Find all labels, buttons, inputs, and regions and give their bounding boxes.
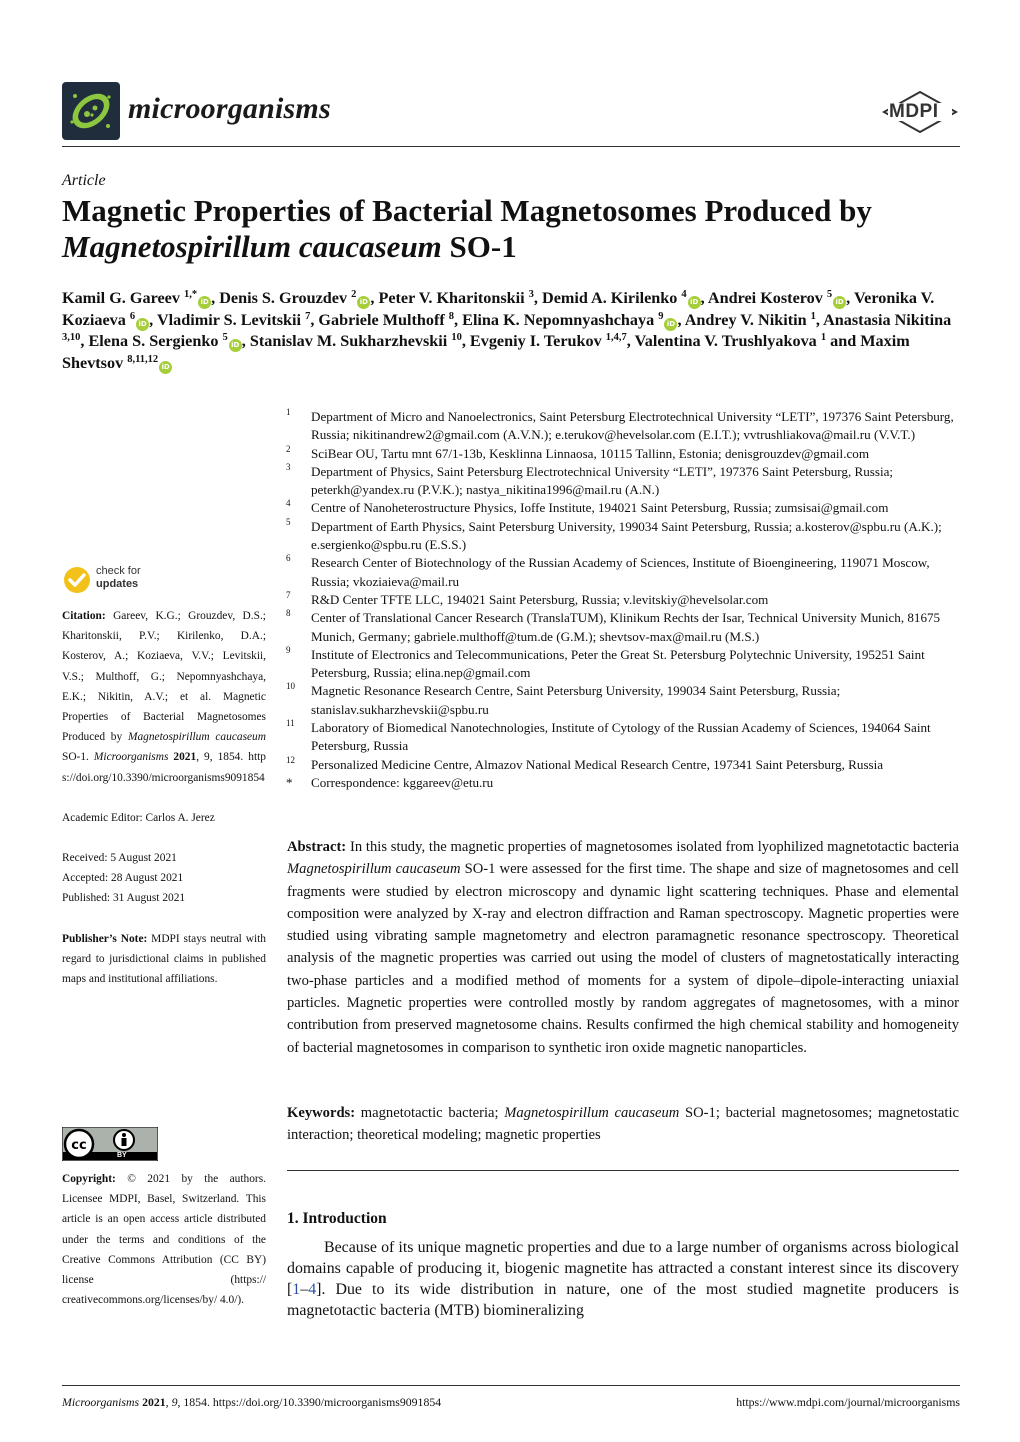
affiliation-text: Center of Translational Cancer Research (TranslaTUM), Klinikum Rechts der Isar, Technical University Munich, 81675 Munich, Germany; gabriele.multhoff@tum.de (G.M.); shevtsov-max@mail.ru (M.S.) [311,610,941,644]
author-name: Andrei Kosterov [707,289,823,307]
article-type-label: Article [62,172,106,189]
keywords [287,1102,959,1147]
citation-doi-link[interactable]: https://doi.org/10.3390/microorganisms9091854 [62,751,266,784]
footer-journal-url[interactable]: https://www.mdpi.com/journal/microorganisms [736,1395,960,1409]
section-heading-introduction: 1. Introduction [287,1210,387,1227]
author-affiliation-sup: 2 [351,289,357,300]
affiliation-text: Research Center of Biotechnology of the Russian Academy of Sciences, Institute of Bioengineering, 119071 Moscow, Russia; vkoziaieva@mail.ru [311,555,930,589]
publisher-note-text: MDPI stays neutral with regard to jurisdictional claims in published maps and institutional affiliations. [62,932,266,986]
affiliation-text: SciBear OU, Tartu mnt 67/1-13b, Kesklinna Linnaosa, 10115 Tallinn, Estonia; denisgrouzdev@gmail.com [311,445,870,461]
author-affiliation-sup: 1,* [183,289,198,300]
abstract-text-1: In this study, the magnetic properties of magnetosomes isolated from lyophilized magnetotactic bacteria [346,839,959,855]
author-name: Anastasia Nikitina [823,310,952,329]
author-affiliation-sup: 7 [305,310,311,322]
author-separator: , [677,310,685,329]
keywords-text-1: magnetotactic bacteria; [355,1105,505,1121]
orcid-icon[interactable]: iD [688,296,701,309]
publisher-note [62,929,266,990]
affiliation-text: Magnetic Resonance Research Centre, Saint Petersburg University, 199034 Saint Petersburg, Russia; stanislav.sukharzhevskii@spbu.ru [311,683,841,717]
check-for-updates-badge[interactable] [62,564,182,596]
affiliation-item [286,408,966,445]
check-updates-line2: updates [96,578,139,590]
paper-title [62,193,962,265]
abstract-text-2: SO-1 were assessed for the first time. The shape and size of magnetosomes and cell fragments were studied by electron microscopy and dynamic light scattering techniques. Phase and elemental composition were analyzed by X-ray and electron diffraction and Raman spectroscopy. Magnetic properties were studied using vibrating sample magnetometry and electron paramagnetic resonance spectroscopy. Theoretical analysis of the magnetic properties was carried out using the model of clusters of magnetostatically interacting two-phase particles and a modified method of moments for a system of dipole–dipole-interacting uniaxial particles. Magnetic properties were controlled mostly by random aggregates of magnetosomes, with a minor contribution from preserved magnetosome chains. Results confirmed the high chemical stability and homogeneity of bacterial magnetosomes in comparison to synthetic iron oxide magnetic nanoparticles. [287,861,959,1056]
keywords-label: Keywords: [287,1105,356,1121]
citation-ref-4[interactable]: 4 [308,1281,317,1299]
abstract-label: Abstract: [287,839,347,855]
affiliation-text: R&D Center TFTE LLC, 194021 Saint Petersburg, Russia; v.levitskiy@hevelsolar.com [311,591,769,607]
affiliation-number: 1 [286,407,291,417]
affiliation-item [286,719,966,756]
mdpi-logo [880,90,960,134]
affiliation-number: 9 [286,644,291,655]
orcid-icon[interactable]: iD [357,296,370,309]
author-affiliation-sup: 3 [528,289,534,300]
title-strain: SO-1 [449,229,517,264]
cc-by-license-badge[interactable] [62,1127,158,1161]
author-name: Elina K. Nepomnyashchaya [462,310,655,329]
ref-dash: – [300,1281,309,1299]
citation-year: 2021 [168,751,197,764]
author-affiliation-sup: 6 [129,310,136,322]
author-affiliation-sup: 10 [451,332,462,343]
author-separator: , [80,332,89,350]
affiliation-item [286,646,966,683]
footer-divider [62,1385,960,1386]
affiliation-number: 6 [286,553,291,564]
orcid-icon[interactable]: iD [664,318,677,331]
author-name: Veronika V. Koziaeva [62,289,935,329]
header-divider [62,146,960,147]
author-separator: , [533,289,543,307]
affiliation-number: 10 [286,681,295,692]
author-list [62,288,967,374]
citation-strain: SO-1. [62,751,89,764]
footer-citation [62,1395,441,1410]
author-affiliation-sup: 9 [658,310,664,322]
affiliation-item [286,499,966,517]
author-name: Peter V. Kharitonskii [378,289,525,307]
correspondence [286,774,966,792]
citation-ref-1[interactable]: 1 [292,1281,301,1299]
author-separator: , [211,289,220,307]
publisher-note-label: Publisher’s Note: [62,932,148,945]
check-updates-line1: check for [96,565,141,577]
keywords-text-2: SO-1; bacterial magnetosomes; magnetostatic interaction; theoretical modeling; magnetic properties [287,1105,959,1144]
author-separator: , [815,310,824,329]
author-separator: , [454,310,463,329]
affiliation-text: Laboratory of Biomedical Nanotechnologies, Institute of Cytology of the Russian Academy of Sciences, 194064 Saint Petersburg, Russia [311,720,931,754]
author-separator: , [149,310,157,329]
author-name: Stanislav M. Sukharzhevskii [249,332,448,350]
author-name: Demid A. Kirilenko [542,289,678,307]
author-affiliation-sup: 8 [448,310,455,322]
affiliation-text: Department of Physics, Saint Petersburg Electrotechnical University “LETI”, 197376 Saint Petersburg, Russia; peterkh@yandex.ru (P.V.K.); nastya_nikitina1996@mail.ru (A.N.) [311,463,894,498]
author-name: Vladimir S. Levitskii [156,310,302,329]
copyright-label: Copyright: [62,1173,116,1185]
affiliation-number: 2 [286,443,291,454]
author-affiliation-sup: 4 [681,289,687,300]
author-name: Elena S. Sergienko [88,332,219,350]
author-affiliation-sup: 5 [826,289,833,300]
author-name: Denis S. Grouzdev [219,289,348,307]
academic-editor: Academic Editor: Carlos A. Jerez [62,811,215,824]
citation-species: Magnetospirillum caucaseum [127,731,266,744]
mdpi-logo-text: MDPI [889,101,939,122]
cc-by-icon [62,1127,158,1161]
affiliation-item [286,591,966,609]
article-sidebar [62,606,266,989]
check-updates-icon [62,565,92,595]
affiliation-text: Personalized Medicine Centre, Almazov National Medical Research Centre, 197341 Saint Petersburg, Russia [311,756,884,772]
affiliation-number: 7 [286,589,291,600]
author-name: Maxim Shevtsov [62,332,910,372]
orcid-icon[interactable]: iD [198,296,211,309]
intro-text-2: ]. Due to its wide distribution in nature, one of the most studied magnetite producers is magnetotactic bacteria (MTB) biomineralizing [287,1281,959,1320]
citation-volume: , 9, 1854. [196,751,244,764]
footer-volume: , 9 [165,1395,178,1409]
affiliation-text: Department of Earth Physics, Saint Petersburg University, 199034 Saint Petersburg, Russia; a.kosterov@spbu.ru (A.K.); e.sergienko@spbu.ru (E.S.S.) [311,518,942,553]
affiliation-number: 5 [286,516,291,527]
title-species: Magnetospirillum caucaseum [62,229,442,264]
affiliation-item [286,463,966,500]
author-name: Evgeniy I. Terukov [469,332,602,350]
affiliation-item [286,554,966,591]
affiliation-item [286,756,966,774]
svg-text:cc: cc [71,1138,87,1153]
author-separator: , [310,310,319,329]
affiliation-item [286,609,966,646]
author-name: Gabriele Multhoff [318,310,445,329]
citation-label: Citation: [62,610,106,622]
author-separator: and [826,332,861,350]
footer-journal: Microorganisms [62,1395,140,1409]
citation-text: Gareev, K.G.; Grouzdev, D.S.; Kharitonskii, P.V.; Kirilenko, D.A.; Kosterov, A.; Koziaeva, V.V.; Levitskii, V.S.; Multhoff, G.; Nepomnyashchaya, E.K.; Nikitin, A.V.; et al. Magnetic Properties of Bacterial Magnetosomes Produced by [62,610,266,744]
correspondence-mark: * [286,774,293,790]
author-separator: , [461,332,470,350]
introduction-text [287,1237,959,1321]
affiliation-text: Department of Micro and Nanoelectronics, Saint Petersburg Electrotechnical University “LETI”, 197376 Saint Petersburg, Russia; nikitinandrew2@gmail.com (A.V.N.); e.terukov@hevelsolar.com (E.I.T.); vvtrushliakova@mail.ru (V.V.T.) [311,409,954,443]
orcid-icon[interactable]: iD [136,318,149,331]
author-name: Andrey V. Nikitin [684,310,807,329]
author-separator: , [846,289,854,307]
affiliation-number: 12 [286,754,295,765]
affiliation-text: Centre of Nanoheterostructure Physics, Ioffe Institute, 194021 Saint Petersburg, Russia; zumsisai@gmail.com [311,500,889,516]
published-date: Published: 31 August 2021 [62,892,186,905]
author-separator: , [370,289,379,307]
footer-doi[interactable]: , 1854. https://doi.org/10.3390/microorganisms9091854 [177,1395,442,1409]
author-name: Valentina V. Trushlyakova [634,332,817,350]
affiliation-number: 11 [286,718,295,729]
affiliation-number: 4 [286,498,291,509]
affiliations-list [286,408,966,792]
author-separator: , [626,332,635,350]
affiliation-text: Institute of Electronics and Telecommunications, Peter the Great St. Petersburg Polytechnic University, 195251 Saint Petersburg, Russia; elina.nep@gmail.com [311,646,925,681]
intro-text-1: Because of its unique magnetic properties and due to a large number of organisms across biological domains capable of producing it, biogenic magnetite has attracted a constant interest since its discovery [ [287,1239,959,1299]
author-separator: , [700,289,708,307]
author-name: Kamil G. Gareev [62,289,180,307]
author-affiliation-sup: 1 [820,332,827,343]
citation-block [62,606,266,788]
affiliation-number: 3 [286,461,291,472]
affiliation-item [286,445,966,463]
affiliation-item [286,518,966,555]
orcid-icon[interactable]: iD [833,296,846,309]
citation-journal: Microorganisms [93,751,169,764]
correspondence-text: Correspondence: kggareev@etu.ru [311,774,494,790]
abstract [287,836,959,1059]
accepted-date: Accepted: 28 August 2021 [62,872,184,885]
title-line1: Magnetic Properties of Bacterial Magnetosomes Produced by [62,193,872,228]
author-affiliation-sup: 8,11,12 [127,353,159,365]
copyright-notice [62,1169,266,1310]
author-affiliation-sup: 3,10 [62,332,81,343]
affiliation-number: 8 [286,608,291,619]
footer-year: 2021 [139,1395,166,1409]
keywords-species: Magnetospirillum caucaseum [504,1105,680,1121]
cc-by-label: BY [117,1152,127,1159]
section-divider [287,1170,959,1171]
received-date: Received: 5 August 2021 [62,852,177,865]
journal-name: microorganisms [128,92,331,125]
copyright-text: © 2021 by the authors. Licensee MDPI, Basel, Switzerland. This article is an open access article distributed under the terms and conditions of the Creative Commons Attribution (CC BY) license (https:// creativecommons.org/licenses/by/ 4.0/). [62,1173,266,1307]
orcid-icon[interactable]: iD [229,339,242,352]
author-affiliation-sup: 5 [222,332,228,343]
abstract-species: Magnetospirillum caucaseum [287,861,461,878]
journal-logo-icon [62,82,120,140]
author-affiliation-sup: 1,4,7 [605,332,627,343]
orcid-icon[interactable]: iD [159,361,172,374]
author-separator: , [241,332,250,350]
author-affiliation-sup: 1 [810,310,816,322]
affiliation-item [286,682,966,719]
